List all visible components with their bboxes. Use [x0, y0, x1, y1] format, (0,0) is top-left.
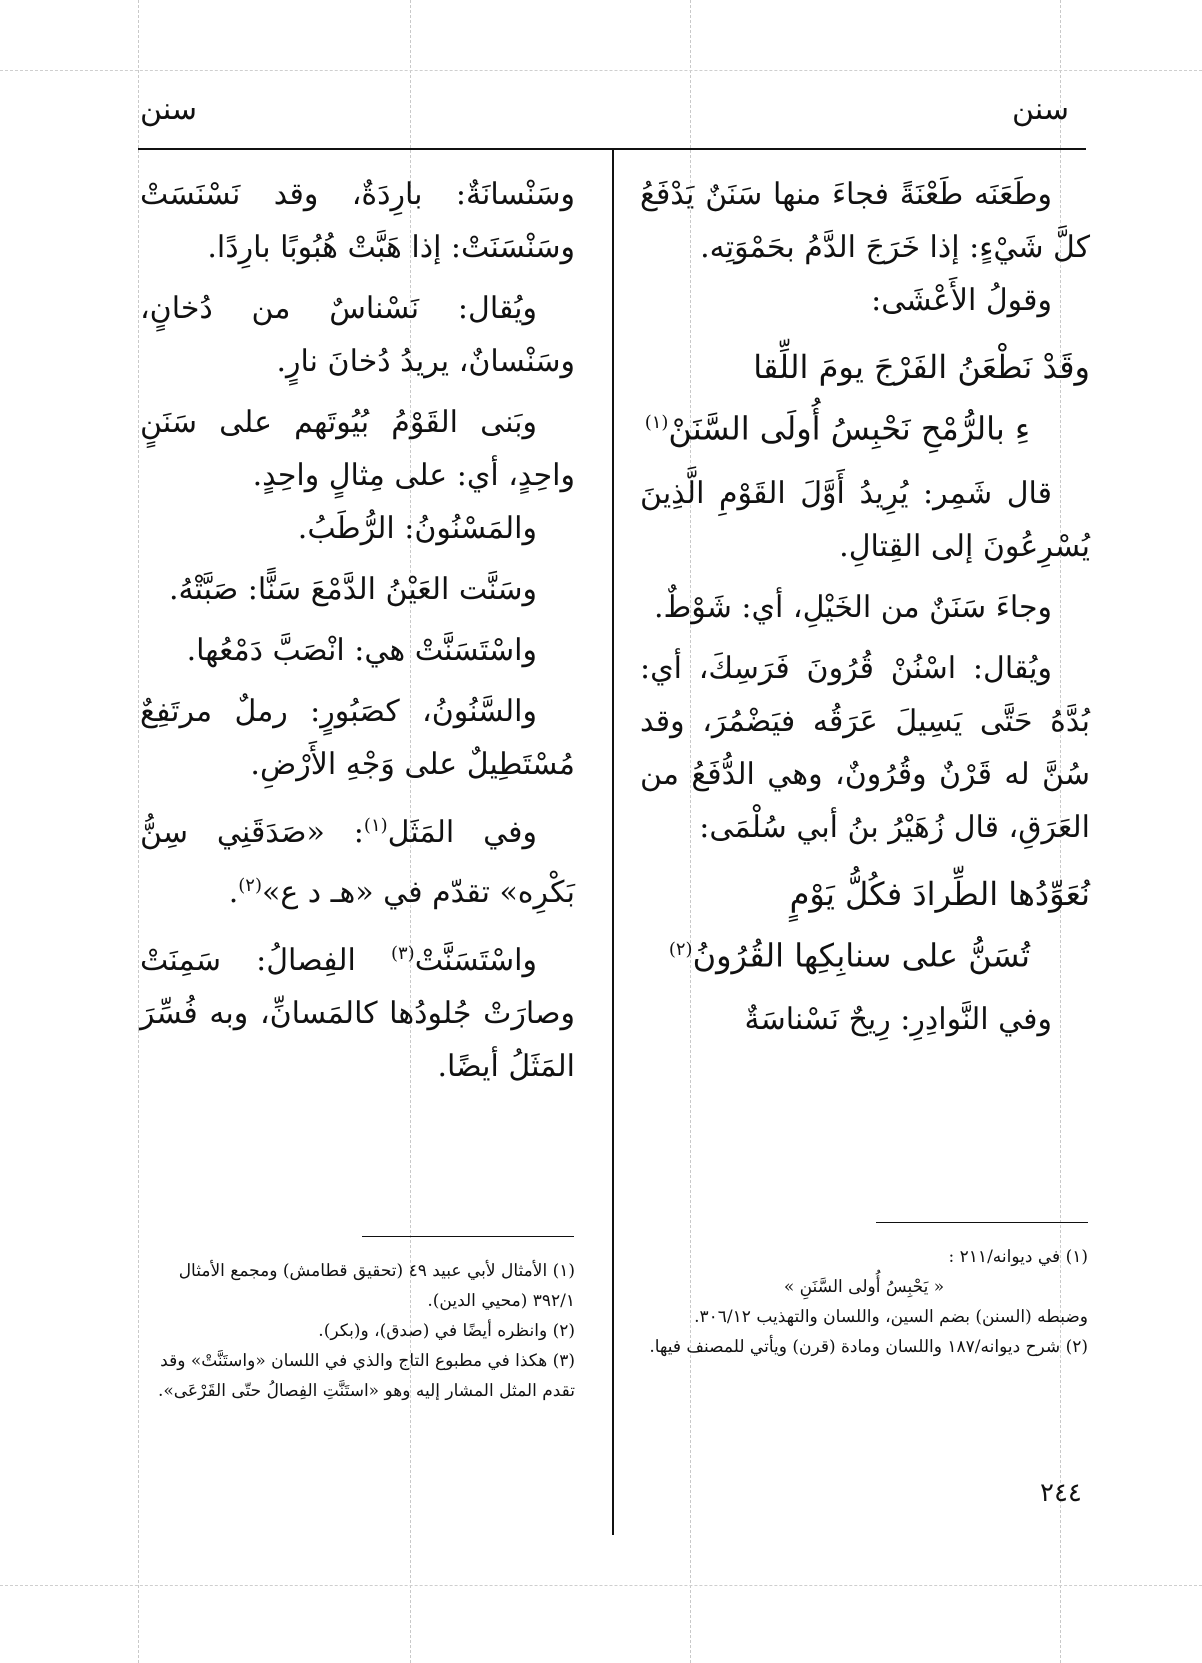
verse-text: تُسَنُّ على سنابِكِها القُرُونُ — [692, 936, 1030, 975]
paragraph: ويُقال: نَسْناسٌ من دُخانٍ، وسَنْسانٌ، يريدُ دُخانَ نارٍ. — [140, 291, 575, 379]
footnote-text: وضبطه (السنن) بضم السين، واللسان والتهذيب ٣٠٦/١٢. — [694, 1307, 1088, 1327]
paragraph: واسْتَسَنَّتْ هي: انْصَبَّ دَمْعُها. — [186, 633, 537, 668]
footnote-text: في ديوانه/٢١١ : — [948, 1247, 1061, 1267]
paragraph: وسَنْسانَةٌ: بارِدَةٌ، وقد نَسْنَسَتْ وسَنْسَنَتْ: إذا هَبَّتْ هُبُوبًا بارِدًا. — [140, 177, 575, 265]
paragraph — [140, 927, 575, 1093]
paragraph: والسَّنُونُ، كصَبُورٍ: رملٌ مرتَفِعٌ مُسْتَطِيلٌ على وَجْهِ الأَرْضِ. — [140, 694, 575, 782]
text-run: : «صَدَقَنِي سِنُّ بَكْرِه» تقدّم في «هـ د ع» — [140, 815, 575, 910]
text-run: . — [228, 875, 239, 910]
paragraph: وطَعَنَه طَعْنَةً فجاءَ منها سَنَنٌ يَدْفَعُ كلَّ شَيْءٍ: إذا خَرَجَ الدَّمُ بحَمْوَتِه. — [640, 177, 1090, 265]
left-column — [140, 168, 575, 1093]
paragraph: وبَنى القَوْمُ بُيُوتَهم على سَنَنٍ واحِدٍ، أي: على مِثالٍ واحِدٍ. — [140, 405, 575, 493]
footnote-label: (٣) — [552, 1351, 575, 1371]
poem-verse — [640, 339, 1090, 457]
footnotes-right — [640, 1242, 1088, 1362]
footnote — [640, 1332, 1088, 1362]
running-head-right: سنن — [1012, 92, 1070, 127]
footnote-marker: (٢) — [668, 938, 693, 960]
footnote-text: وانظره أيضًا في (صدق)، و(بكر). — [318, 1321, 548, 1341]
paragraph: وقولُ الأَعْشَى: — [871, 283, 1052, 318]
running-head-left: سنن — [140, 92, 198, 127]
verse-hemistich — [640, 395, 1090, 457]
paragraph: وفي النَّوادِرِ: رِيحٌ نَسْناسَةٌ — [744, 1002, 1052, 1038]
verse-hemistich — [640, 922, 1090, 984]
verse-text: ءِ بالرُّمْحِ نَحْبِسُ أُولَى السَّنَنْ — [668, 409, 1030, 448]
verse-hemistich: نُعَوِّدُها الطِّرادَ فكُلُّ يَوْمٍ — [789, 874, 1090, 913]
scan-guide-line — [0, 70, 1202, 71]
scan-guide-line — [138, 0, 139, 1663]
footnote-marker: (١) — [644, 412, 669, 433]
footnote-label: (١) — [552, 1261, 575, 1281]
paragraph: وجاءَ سَنَنٌ من الخَيْلِ، أي: شَوْطٌ. — [653, 589, 1052, 625]
poem-verse — [640, 866, 1090, 984]
footnote-text: هكذا في مطبوع التاج والذي في اللسان «واستَنَّتْ» وقد تقدم المثل المشار إليه وهو «استَنَّتِ الفِصالُ حتّى القَرْعَى». — [157, 1351, 575, 1401]
footnote-marker: (٣) — [390, 943, 415, 964]
footnotes-left — [140, 1256, 575, 1406]
text-run: الفِصالُ: سَمِنَتْ وصارَتْ جُلودُها كالمَسانِّ، وبه فُسِّرَ المَثَلُ أيضًا. — [140, 943, 575, 1084]
footnote-text: الأمثال لأبي عبيد ٤٩ (تحقيق قطامش) ومجمع الأمثال ٣٩٢/١ (محيي الدين). — [178, 1261, 575, 1311]
paragraph: قال شَمِر: يُرِيدُ أَوَّلَ القَوْمِ الَّذِينَ يُسْرِعُونَ إلى القِتالِ. — [640, 475, 1090, 564]
text-run: وفي المَثَل — [387, 815, 537, 850]
footnote-label: (١) — [1065, 1247, 1088, 1267]
column-divider — [612, 150, 614, 1535]
footnote — [140, 1256, 575, 1316]
verse-hemistich: وقَدْ نَطْعَنُ الفَرْجَ يومَ اللِّقا — [753, 348, 1090, 386]
footnote-label: (٢) — [1065, 1337, 1088, 1357]
paragraph — [140, 799, 575, 919]
footnote-label: (٢) — [552, 1321, 575, 1341]
footnote-rule — [876, 1222, 1088, 1223]
paragraph: والمَسْنُونُ: الرُّطَبُ. — [297, 511, 537, 546]
text-run: واسْتَسَنَّتْ — [414, 943, 537, 978]
paragraph: وسَنَّت العَيْنُ الدَّمْعَ سَنًّا: صَبَّتْهُ. — [168, 572, 537, 607]
footnote — [140, 1346, 575, 1406]
footnote-marker: (٢) — [238, 875, 262, 896]
paragraph: ويُقال: اسْنُنْ قُرُونَ فَرَسِكَ، أي: بُدَّهُ حَتَّى يَسِيلَ عَرَقُه فيَضْمُرَ، وقد سُنَّ له قَرْنٌ وقُرُونٌ، وهي الدُّفَعُ من العَرَقِ، قال زُهَيْرُ بنُ أبي سُلْمَى: — [640, 650, 1090, 845]
footnote-text: شرح ديوانه/١٨٧ واللسان ومادة (قرن) ويأتي للمصنف فيها. — [649, 1337, 1061, 1357]
footnote — [640, 1242, 1088, 1272]
right-column — [640, 168, 1090, 1046]
page-number: ٢٤٤ — [1040, 1478, 1082, 1508]
footnote-verse: « يَحْبِسُ أُولى السَّنَنِ » — [783, 1277, 945, 1297]
footnote-marker: (١) — [363, 815, 388, 836]
scan-guide-line — [0, 1585, 1202, 1586]
footnote — [140, 1316, 575, 1346]
footnote-rule — [362, 1236, 574, 1237]
